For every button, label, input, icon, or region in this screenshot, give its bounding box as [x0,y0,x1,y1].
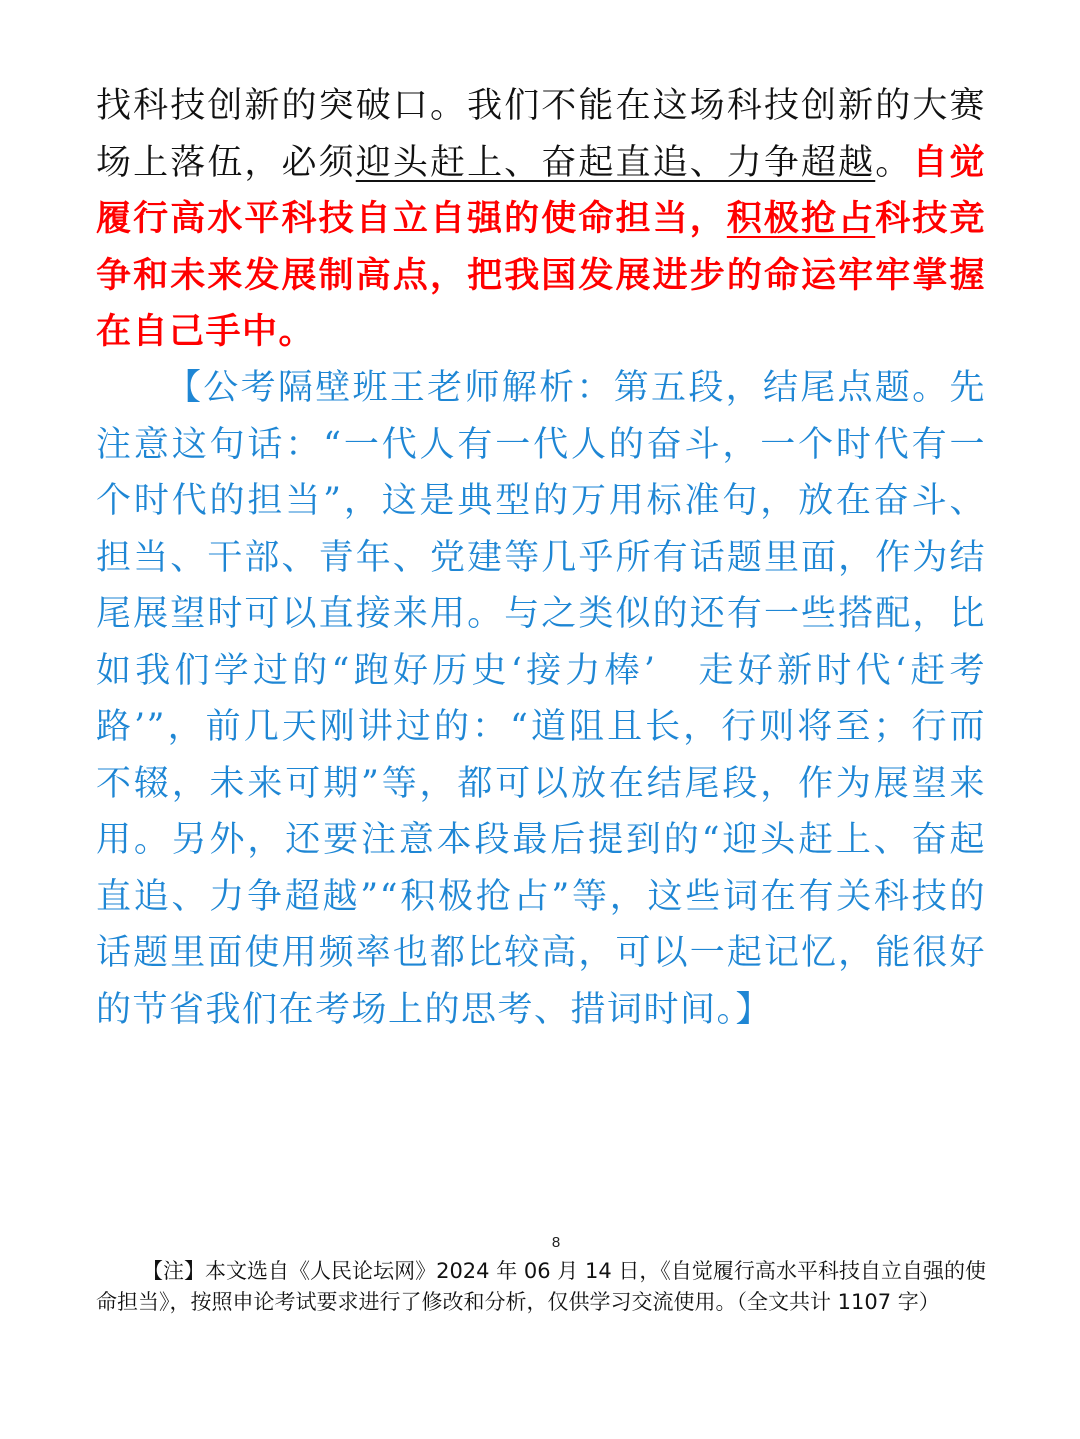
red-highlight-text: 自觉履行高水平科技自立自强的使命担当， [96,141,986,239]
main-text-punctuation: 。 [875,142,913,183]
red-highlight-text-end: 科技竞争和未来发展制高点，把我国发展进步的命运牢牢掌握在自己手中。 [96,198,986,352]
footnote: 【注】本文选自《人民论坛网》2024 年 06 月 14 日，《自觉履行高水平科技自立自强的使命担当》，按照申论考试要求进行了修改和分析，仅供学习交流使用。（全文共计 1107 字） [96,1259,986,1314]
main-paragraph [96,78,986,361]
analysis-paragraph: 【公考隔壁班王老师解析：第五段，结尾点题。先注意这句话：“一代人有一代人的奋斗，一个时代有一个时代的担当”，这是典型的万用标准句，放在奋斗、担当、干部、青年、党建等几乎所有话题里面，作为结尾展望时可以直接来用。与之类似的还有一些搭配，比如我们学过的“跑好历史‘接力棒’ 走好新时代‘赶考路’”，前几天刚讲过的：“道阻且长，行则将至；行而不辍，未来可期”等，都可以放在结尾段，作为展望来用。另外，还要注意本段最后提到的“迎头赶上、奋起直追、力争超越”“积极抢占”等，这些词在有关科技的话题里面使用频率也都比较高，可以一起记忆，能很好的节省我们在考场上的思考、措词时间。】 [96,368,986,1030]
page-number: 8 [551,1234,561,1251]
underlined-phrase: 迎头赶上、奋起直追、力争超越 [355,142,876,183]
red-underlined-phrase: 积极抢占 [726,198,876,239]
main-text-segment: 找科技创新的突破口。我们不能在这场科技创新的大赛场上落伍，必须 [96,86,986,183]
